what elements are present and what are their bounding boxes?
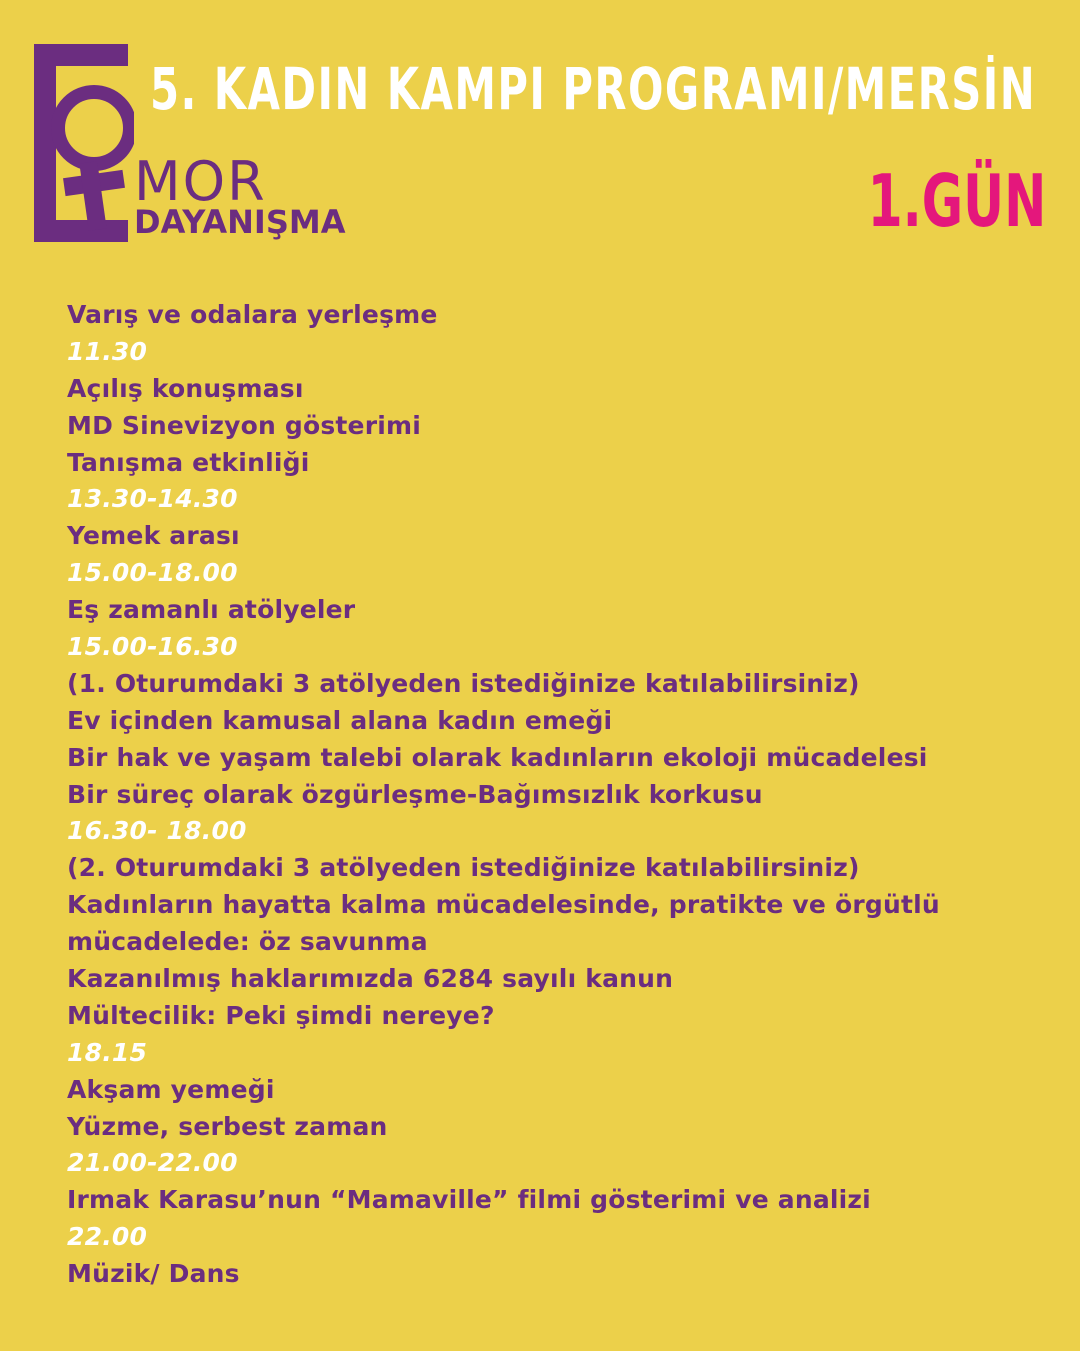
program-activity: Yüzme, serbest zaman xyxy=(67,1111,388,1141)
logo-dayanisma-text: DAYANIŞMA xyxy=(134,203,346,241)
program-activity: Varış ve odalara yerleşme xyxy=(67,300,438,329)
program-time: 22.00 xyxy=(67,1222,148,1252)
program-time: 16.30- 18.00 xyxy=(67,816,247,846)
program-activity: mücadelede: öz savunma xyxy=(67,927,428,957)
program-activity: Irmak Karasu’nun “Mamaville” filmi gösterimi ve analizi xyxy=(67,1185,871,1215)
program-time: 18.15 xyxy=(67,1037,148,1067)
program-activity: Eş zamanlı atölyeler xyxy=(67,595,356,625)
day-label: 1.GÜN xyxy=(867,159,1046,243)
program-activity: Bir süreç olarak özgürleşme-Bağımsızlık korkusu xyxy=(67,779,763,809)
program-activity: Tanışma etkinliği xyxy=(67,447,310,477)
program-activity: Yemek arası xyxy=(67,521,240,551)
program-list xyxy=(67,297,1057,1293)
program-activity: Ev içinden kamusal alana kadın emeği xyxy=(67,705,613,735)
program-activity: (2. Oturumdaki 3 atölyeden istediğinize katılabilirsiniz) xyxy=(67,853,860,883)
program-time: 21.00-22.00 xyxy=(67,1148,238,1178)
program-activity: Akşam yemeği xyxy=(67,1074,275,1104)
program-activity: Müzik/ Dans xyxy=(67,1259,240,1289)
program-time: 13.30-14.30 xyxy=(67,484,238,514)
program-time: 15.00-18.00 xyxy=(67,558,238,588)
program-time: 11.30 xyxy=(67,336,148,366)
program-activity: Bir hak ve yaşam talebi olarak kadınların ekoloji mücadelesi xyxy=(67,742,928,772)
program-activity: (1. Oturumdaki 3 atölyeden istediğinize katılabilirsiniz) xyxy=(67,668,860,698)
logo-mor-text: MOR xyxy=(134,150,267,213)
program-time: 15.00-16.30 xyxy=(67,632,238,662)
program-activity: Kadınların hayatta kalma mücadelesinde, pratikte ve örgütlü xyxy=(67,890,940,920)
page-title: 5. KADIN KAMPI PROGRAMI/MERSİN xyxy=(150,55,1037,123)
venus-symbol-icon xyxy=(34,44,134,244)
program-activity: MD Sinevizyon gösterimi xyxy=(67,410,422,440)
program-activity: Açılış konuşması xyxy=(67,373,304,403)
program-activity: Kazanılmış haklarımızda 6284 sayılı kanun xyxy=(67,964,674,994)
program-activity: Mültecilik: Peki şimdi nereye? xyxy=(67,1000,495,1030)
